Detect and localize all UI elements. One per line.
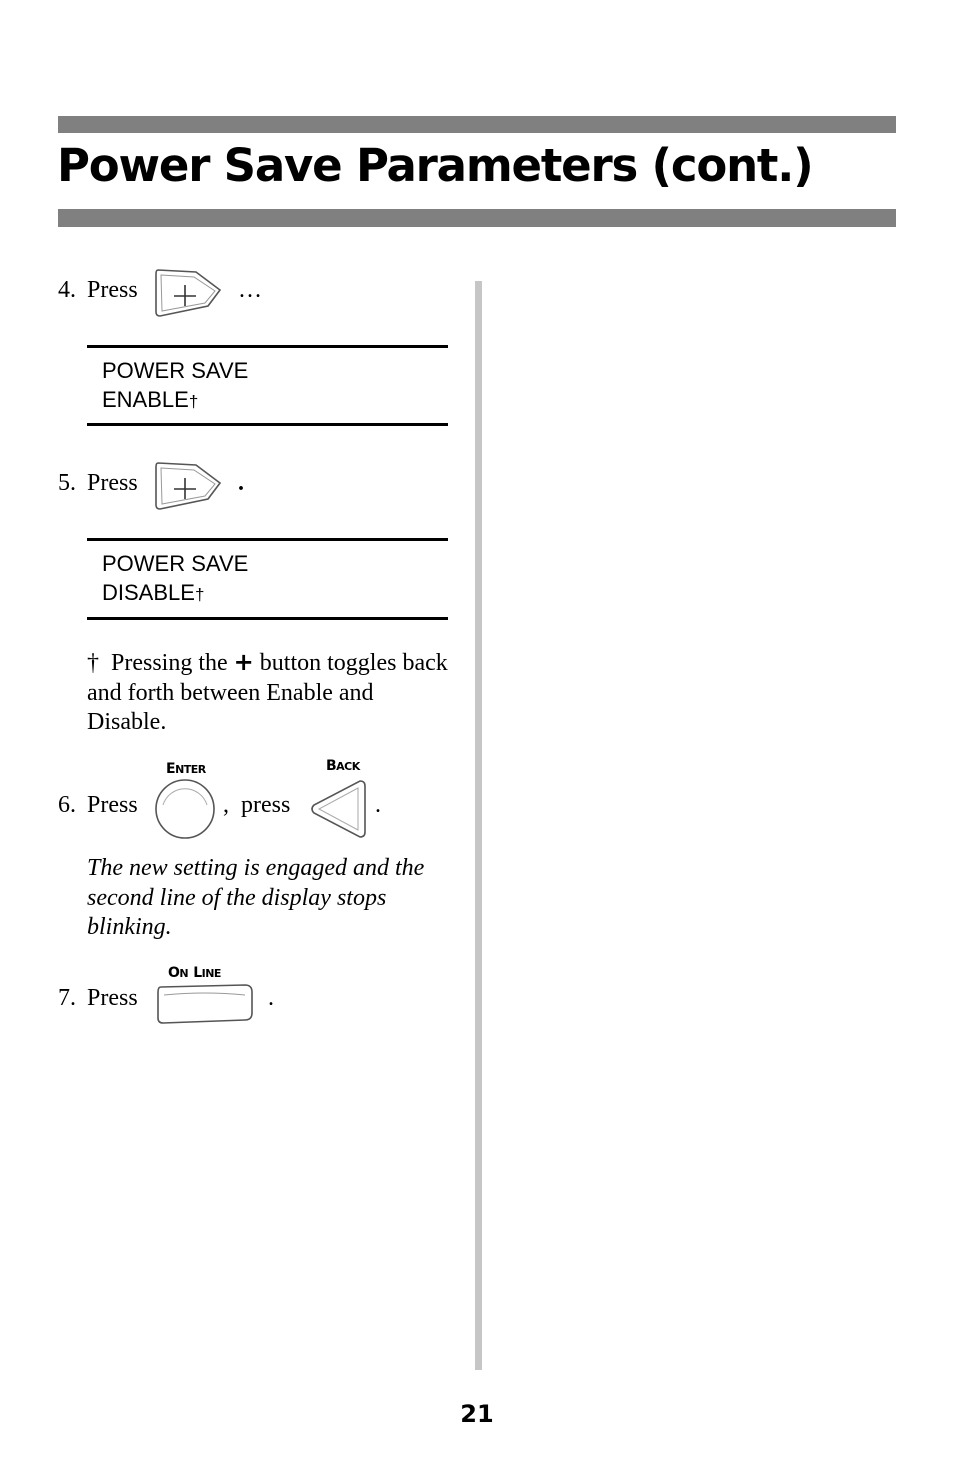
header-rule-top [58, 116, 896, 133]
label-initial: L [193, 965, 202, 981]
label-rest: N [179, 967, 189, 980]
result-note: The new setting is engaged and the second line of the display stops blinking. [87, 855, 425, 940]
label-initial: E [166, 761, 176, 777]
step-text: Press [87, 792, 138, 818]
step-5 [0, 469, 460, 519]
step-text: , press [223, 792, 291, 818]
enter-button-label [166, 758, 206, 777]
label-initial: O [168, 965, 180, 981]
step-text: Press [87, 470, 138, 496]
period: . [268, 985, 274, 1011]
page-title: Power Save Parameters (cont.) [57, 139, 813, 192]
header-rule-bottom [58, 209, 896, 227]
footnote-text: button toggles back and forth between Enable and Disable. [87, 650, 448, 735]
dagger-mark: † [188, 392, 199, 411]
lcd-value: DISABLE [102, 580, 195, 605]
online-button-label [168, 962, 221, 981]
step-number: 5. [58, 470, 76, 496]
plus-symbol: + [233, 648, 254, 676]
plus-key-icon[interactable] [152, 266, 224, 320]
label-initial: B [326, 758, 337, 774]
period: . [375, 792, 381, 818]
label-rest: NTER [175, 763, 206, 776]
footnote-text: Pressing the [111, 650, 228, 676]
dagger-mark: † [87, 650, 99, 676]
step-4 [0, 276, 460, 326]
step-text: Press [87, 277, 138, 303]
label-rest: INE [201, 967, 221, 980]
dagger-mark: † [194, 585, 205, 604]
enter-circle-icon[interactable] [153, 777, 217, 841]
lcd-display-disable [87, 538, 448, 620]
lcd-line-1: POWER SAVE [102, 358, 249, 383]
step-number: 7. [58, 985, 76, 1011]
lcd-line-1: POWER SAVE [102, 551, 249, 576]
step-number: 6. [58, 792, 76, 818]
back-triangle-icon[interactable] [308, 777, 368, 841]
label-rest: ACK [336, 760, 360, 773]
step-7 [0, 984, 460, 1034]
plus-key-icon[interactable] [152, 459, 224, 513]
lcd-line-2 [102, 578, 448, 609]
step-number: 4. [58, 277, 76, 303]
period: . [238, 470, 244, 496]
lcd-line-2 [102, 385, 448, 416]
step-text: Press [87, 985, 138, 1011]
ellipsis: … [238, 277, 262, 303]
step-6 [0, 791, 460, 841]
lcd-value: ENABLE [102, 387, 189, 412]
column-divider [475, 281, 482, 1370]
page-number: 21 [460, 1400, 494, 1428]
online-bar-icon[interactable] [155, 983, 255, 1025]
footnote [87, 648, 457, 738]
back-button-label [326, 755, 360, 774]
lcd-display-enable [87, 345, 448, 426]
